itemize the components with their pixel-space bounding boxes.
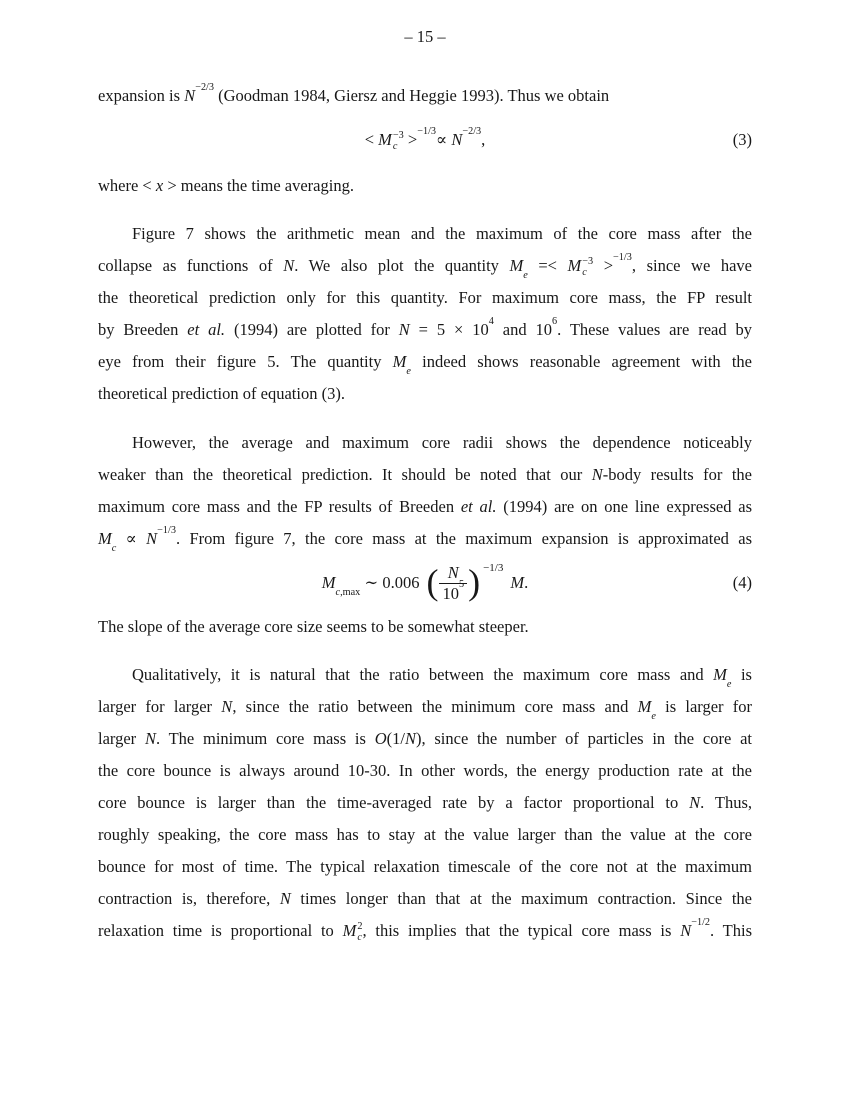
paragraph-qualitatively <box>98 659 752 947</box>
text-line: However, the average and maximum core radii shows the dependence noticeably <box>132 433 752 452</box>
text-line: relaxation time is proportional to M 2 c , this implies that the typical core mass is $N^{-1/2}$. This <box>98 916 752 944</box>
paragraph-figure7 <box>98 218 752 410</box>
text-line: bounce for most of time. The typical relaxation timescale of the core not at the maximum <box>98 857 752 876</box>
text-line: contraction is, therefore, N times longer than that at the maximum contraction. Since the <box>98 889 752 908</box>
equation-4-rhs: M. <box>510 573 529 592</box>
page-number: – 15 – <box>404 27 446 46</box>
fraction-numerator: N <box>447 562 459 582</box>
equation-4 <box>98 559 752 607</box>
text-line: expansion is $N^{-2/3}$ (Goodman 1984, Giersz and Heggie 1993). Thus we obtain <box>98 81 610 105</box>
text-line: the theoretical prediction only for this quantity. For maximum core mass, the FP result <box>98 288 752 307</box>
text-line: The slope of the average core size seems to be somewhat steeper. <box>98 617 529 636</box>
fraction <box>439 563 467 604</box>
text-line: by Breeden et al. (1994) are plotted for $N = 5 \times 10^4$ and $10^6$. These values are read by <box>98 315 752 339</box>
text-line: Figure 7 shows the arithmetic mean and the maximum of the core mass after the <box>132 224 752 243</box>
equation-4-tag: (4) <box>732 573 752 592</box>
text-line: theoretical prediction of equation (3). <box>98 384 345 403</box>
paragraph-slope <box>98 611 752 643</box>
text-line: weaker than the theoretical prediction. It should be noted that our N-body results for the <box>98 465 752 484</box>
text-line: where < x > means the time averaging. <box>98 176 354 195</box>
equation-3 <box>98 124 752 156</box>
text-line: the core bounce is always around 10-30. In other words, the energy production rate at the <box>98 761 752 780</box>
text-line: larger N. The minimum core mass is O(1/N), since the number of particles in the core at <box>98 729 752 748</box>
equation-3-tag: (3) <box>732 130 752 149</box>
paragraph-expansion <box>98 80 752 112</box>
text-line: Qualitatively, it is natural that the ratio between the maximum core mass and $M_e$ is <box>132 665 752 691</box>
equation-3-math: < M −3 c $>^{-1/3}\propto N^{-2/3}$, <box>364 125 486 153</box>
equation-4-exponent: −1/3 <box>483 562 504 574</box>
text-line: $M_c \propto N^{-1/3}$. From figure 7, the core mass at the maximum expansion is approximated as <box>98 524 752 555</box>
paragraph-where <box>98 170 752 202</box>
text-line: larger for larger N, since the ratio between the minimum core mass and $M_e$ is larger for <box>98 697 753 723</box>
paragraph-however <box>98 427 752 555</box>
equation-4-math: $M_{c,max}$ ∼ 0.006 ( $\frac{N}{10^5}$ ) −1/3 M. <box>322 563 528 604</box>
fraction-denominator: $10^5$ <box>439 583 467 604</box>
equation-4-lhs: $M_{c,max}$ ∼ 0.006 <box>321 573 420 599</box>
text-line: eye from their figure 5. The quantity $M_e$ indeed shows reasonable agreement with the <box>98 352 752 378</box>
text-line: roughly speaking, the core mass has to stay at the value larger than the value at the core <box>98 825 752 844</box>
text-line: core bounce is larger than the time-averaged rate by a factor proportional to N. Thus, <box>98 793 752 812</box>
text-line: maximum core mass and the FP results of Breeden et al. (1994) are on one line expressed as <box>98 497 752 516</box>
text-line: collapse as functions of N. We also plot the quantity $M_e =< M$ −3 c >$^{-1/3}$, since we have <box>98 251 752 282</box>
